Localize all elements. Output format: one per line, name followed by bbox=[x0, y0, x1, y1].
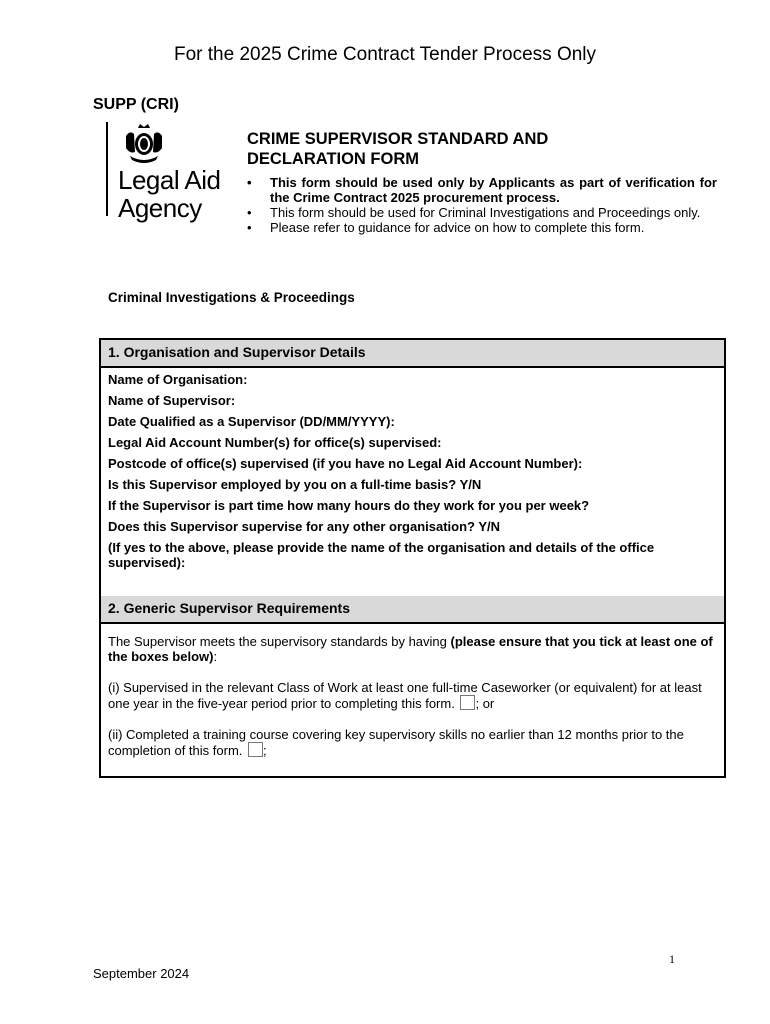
requirement-2-checkbox[interactable] bbox=[248, 742, 263, 757]
organisation-details-table bbox=[99, 338, 726, 598]
field-full-time[interactable]: Is this Supervisor employed by you on a full-time basis? Y/N bbox=[108, 477, 482, 492]
page-header-title: For the 2025 Crime Contract Tender Process Only bbox=[173, 44, 597, 65]
field-supervisor-name[interactable]: Name of Supervisor: bbox=[108, 393, 236, 408]
legal-aid-agency-logo bbox=[105, 122, 235, 222]
form-title-line1: CRIME SUPERVISOR STANDARD AND bbox=[247, 130, 549, 148]
royal-crest-icon bbox=[120, 122, 168, 164]
form-notes-list bbox=[247, 175, 717, 235]
field-other-organisation[interactable]: Does this Supervisor supervise for any other organisation? Y/N bbox=[108, 519, 501, 534]
field-postcode[interactable]: Postcode of office(s) supervised (if you have no Legal Aid Account Number): bbox=[108, 456, 583, 471]
section-heading: Criminal Investigations & Proceedings bbox=[108, 290, 355, 305]
footer-date: September 2024 bbox=[93, 966, 190, 981]
field-part-time-hours[interactable]: If the Supervisor is part time how many hours do they work for you per week? bbox=[108, 498, 590, 513]
logo-text-line2: Agency bbox=[118, 193, 202, 223]
requirement-1-checkbox[interactable] bbox=[460, 695, 475, 710]
logo-divider bbox=[106, 122, 108, 216]
form-title-line2: DECLARATION FORM bbox=[247, 150, 420, 168]
section1-title: 1. Organisation and Supervisor Details bbox=[101, 340, 724, 368]
generic-requirements-table bbox=[99, 596, 726, 778]
requirement-item-1: (i) Supervised in the relevant Class of Work at least one full-time Caseworker (or equivalent) for at least one year in the five-year period prior to completing this form. ; or bbox=[108, 680, 702, 711]
requirements-intro: The Supervisor meets the supervisory standards by having (please ensure that you tick at least one of the boxes below): bbox=[108, 634, 713, 664]
list-item: • This form should be used only by Applicants as part of verification for the Crime Contract 2025 procurement process. bbox=[247, 175, 717, 205]
field-other-organisation-details[interactable]: (If yes to the above, please provide the name of the organisation and details of the office supervised): bbox=[108, 540, 655, 570]
list-item: • Please refer to guidance for advice on how to complete this form. bbox=[247, 220, 645, 235]
field-date-qualified[interactable]: Date Qualified as a Supervisor (DD/MM/YYYY): bbox=[108, 414, 395, 429]
logo-text-line1: Legal Aid bbox=[118, 165, 221, 195]
page-number: 1 bbox=[669, 952, 675, 966]
section2-title: 2. Generic Supervisor Requirements bbox=[101, 596, 724, 624]
list-item: • This form should be used for Criminal Investigations and Proceedings only. bbox=[247, 205, 701, 220]
field-account-numbers[interactable]: Legal Aid Account Number(s) for office(s) supervised: bbox=[108, 435, 442, 450]
bullet: • bbox=[247, 175, 252, 190]
bullet: • bbox=[247, 205, 252, 220]
bullet: • bbox=[247, 220, 252, 235]
field-organisation-name[interactable]: Name of Organisation: bbox=[108, 372, 248, 387]
requirement-item-2: (ii) Completed a training course covering key supervisory skills no earlier than 12 months prior to the completion of this form. ; bbox=[108, 727, 684, 758]
form-code: SUPP (CRI) bbox=[93, 96, 179, 113]
form-title bbox=[247, 129, 717, 169]
